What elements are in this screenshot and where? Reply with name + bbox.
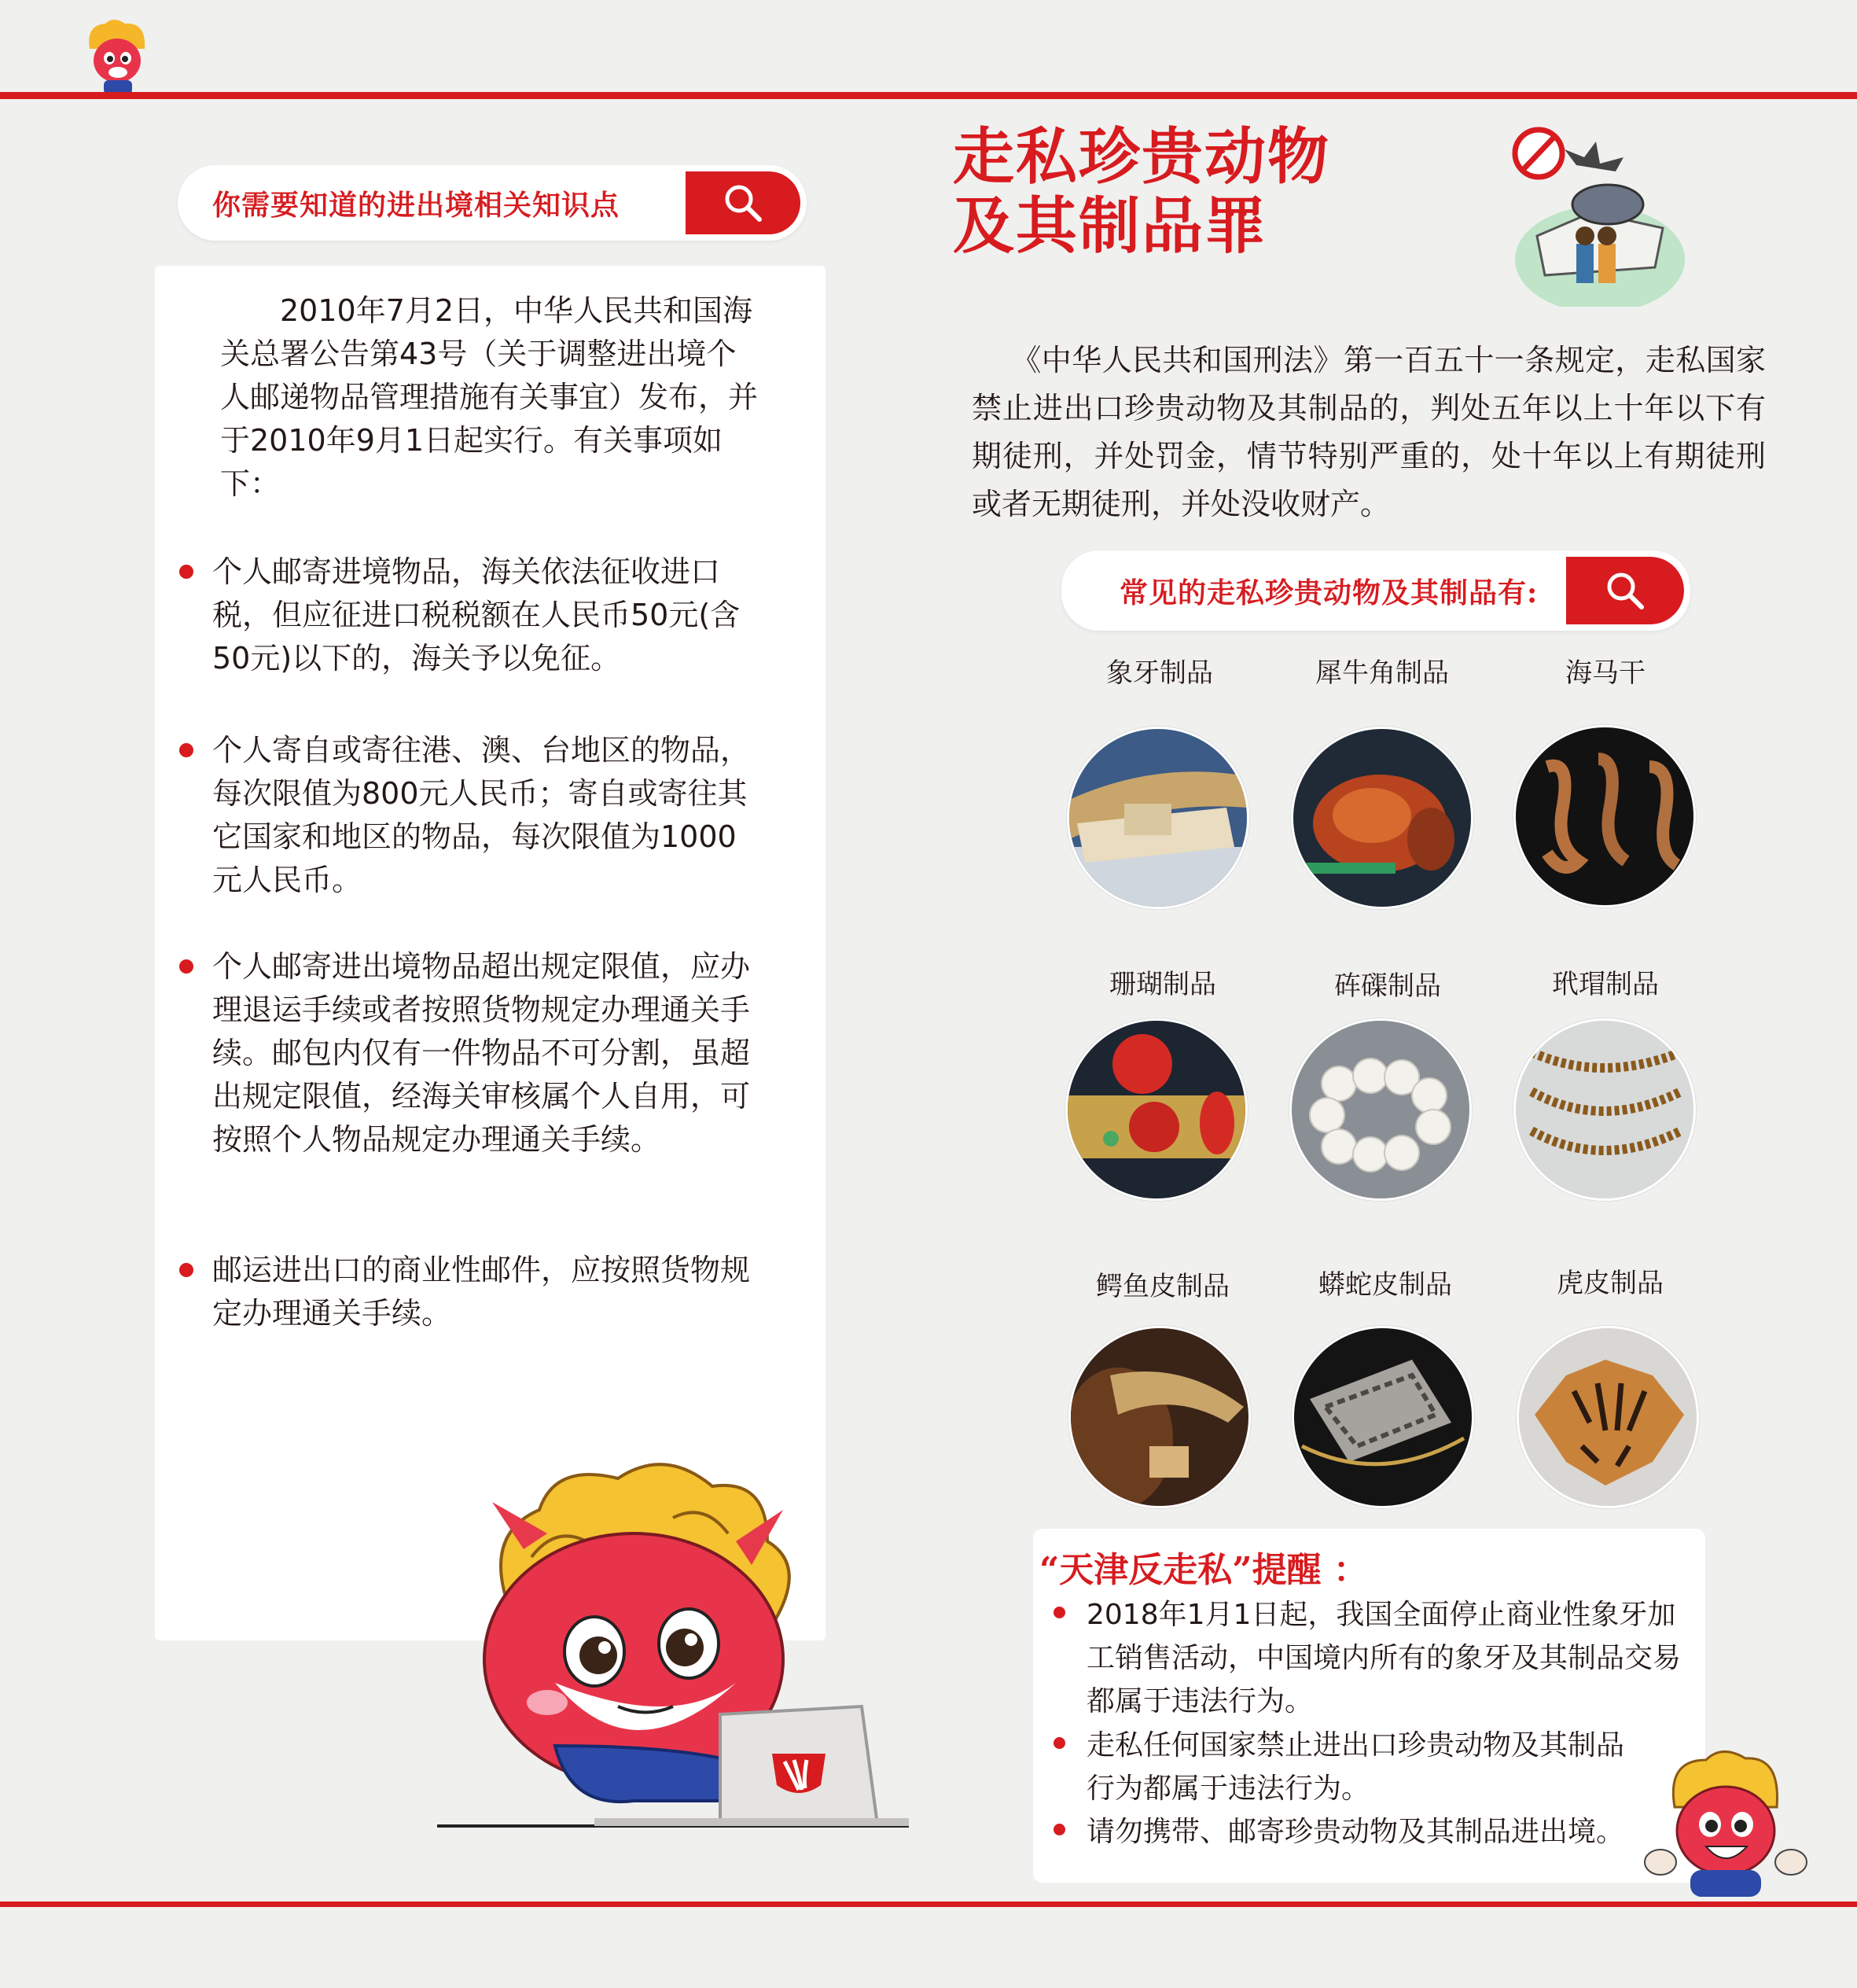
bullet-dot	[1054, 1607, 1065, 1618]
thumbs-up-mascot-icon	[1643, 1744, 1808, 1898]
item-label-hawksbill: 玳瑁制品	[1552, 969, 1659, 1000]
search-button[interactable]	[686, 171, 800, 234]
ivory-photo	[1067, 727, 1249, 909]
reminder-title: “天津反走私”提醒 ：	[1039, 1550, 1368, 1590]
crocodile-skin-photo	[1068, 1326, 1251, 1508]
item-label-rhino-horn: 犀牛角制品	[1315, 657, 1449, 689]
no-wildlife-icon	[1498, 118, 1686, 307]
python-skin-photo	[1292, 1326, 1474, 1508]
laptop-mascot-icon	[437, 1447, 909, 1840]
item-label-seahorse: 海马干	[1565, 657, 1646, 689]
knowledge-search-header	[178, 165, 807, 241]
items-search-header	[1061, 550, 1690, 631]
rhino-horn-photo	[1291, 727, 1473, 909]
page-title-line1: 走私珍贵动物	[953, 121, 1331, 193]
item-label-python-skin: 蟒蛇皮制品	[1318, 1269, 1452, 1301]
bullet-dot	[179, 743, 193, 757]
knowledge-bullet: 个人寄自或寄往港、澳、台地区的物品，每次限值为800元人民币；寄自或寄往其它国家和地区的物品，每次限值为1000元人民币。	[179, 729, 761, 902]
law-text: 《中华人民共和国刑法》第一百五十一条规定，走私国家禁止进出口珍贵动物及其制品的，判处五年以上十年以下有期徒刑，并处罚金，情节特别严重的，处十年以上有期徒刑或者无期徒刑，并处没收财产。	[972, 343, 1766, 521]
page-title-line2: 及其制品罪	[953, 190, 1268, 262]
bullet-dot	[179, 959, 193, 974]
knowledge-bullet: 个人邮寄进出境物品超出规定限值，应办理退运手续或者按照货物规定办理通关手续。邮包内仅有一件物品不可分割，虽超出规定限值，经海关审核属个人自用，可按照个人物品规定办理通关手续。	[179, 945, 761, 1162]
seahorse-photo	[1513, 725, 1696, 907]
bullet-dot	[179, 1263, 193, 1277]
item-label-crocodile-skin: 鳄鱼皮制品	[1096, 1271, 1230, 1302]
top-divider	[0, 92, 1857, 99]
law-paragraph	[972, 337, 1766, 528]
hawksbill-photo	[1513, 1018, 1696, 1201]
reminder-item: 2018年1月1日起，我国全面停止商业性象牙加工销售活动，中国境内所有的象牙及其制品交易都属于违法行为。	[1054, 1593, 1682, 1723]
search-icon	[722, 182, 764, 224]
item-label-ivory: 象牙制品	[1106, 657, 1213, 689]
search-button[interactable]	[1566, 557, 1684, 624]
reminder-item: 走私任何国家禁止进出口珍贵动物及其制品行为都属于违法行为。	[1054, 1724, 1682, 1810]
knowledge-bullet: 个人邮寄进境物品，海关依法征收进口税，但应征进口税税额在人民币50元(含50元)以下的，海关予以免征。	[179, 550, 761, 680]
intro-paragraph	[220, 289, 763, 506]
item-label-tiger-skin: 虎皮制品	[1557, 1268, 1664, 1299]
bullet-dot	[1054, 1737, 1065, 1749]
item-label-tridacna: 砗磲制品	[1334, 970, 1441, 1002]
intro-text: 2010年7月2日，中华人民共和国海关总署公告第43号（关于调整进出境个人邮递物品管理措施有关事宜）发布，并于2010年9月1日起实行。有关事项如下：	[220, 293, 759, 501]
coral-photo	[1065, 1018, 1248, 1201]
items-search-label: 常见的走私珍贵动物及其制品有:	[1120, 576, 1539, 609]
knowledge-search-label: 你需要知道的进出境相关知识点	[212, 188, 620, 222]
reminder-item: 请勿携带、邮寄珍贵动物及其制品进出境。	[1054, 1810, 1682, 1854]
item-label-coral: 珊瑚制品	[1109, 969, 1216, 1000]
knowledge-bullet: 邮运进出口的商业性邮件，应按照货物规定办理通关手续。	[179, 1249, 761, 1335]
tridacna-photo	[1289, 1018, 1472, 1201]
search-icon	[1604, 569, 1646, 612]
mascot-logo-icon	[82, 17, 153, 96]
bullet-dot	[1054, 1824, 1065, 1835]
bullet-dot	[179, 565, 193, 579]
bottom-divider	[0, 1901, 1857, 1907]
tiger-skin-photo	[1517, 1326, 1699, 1508]
